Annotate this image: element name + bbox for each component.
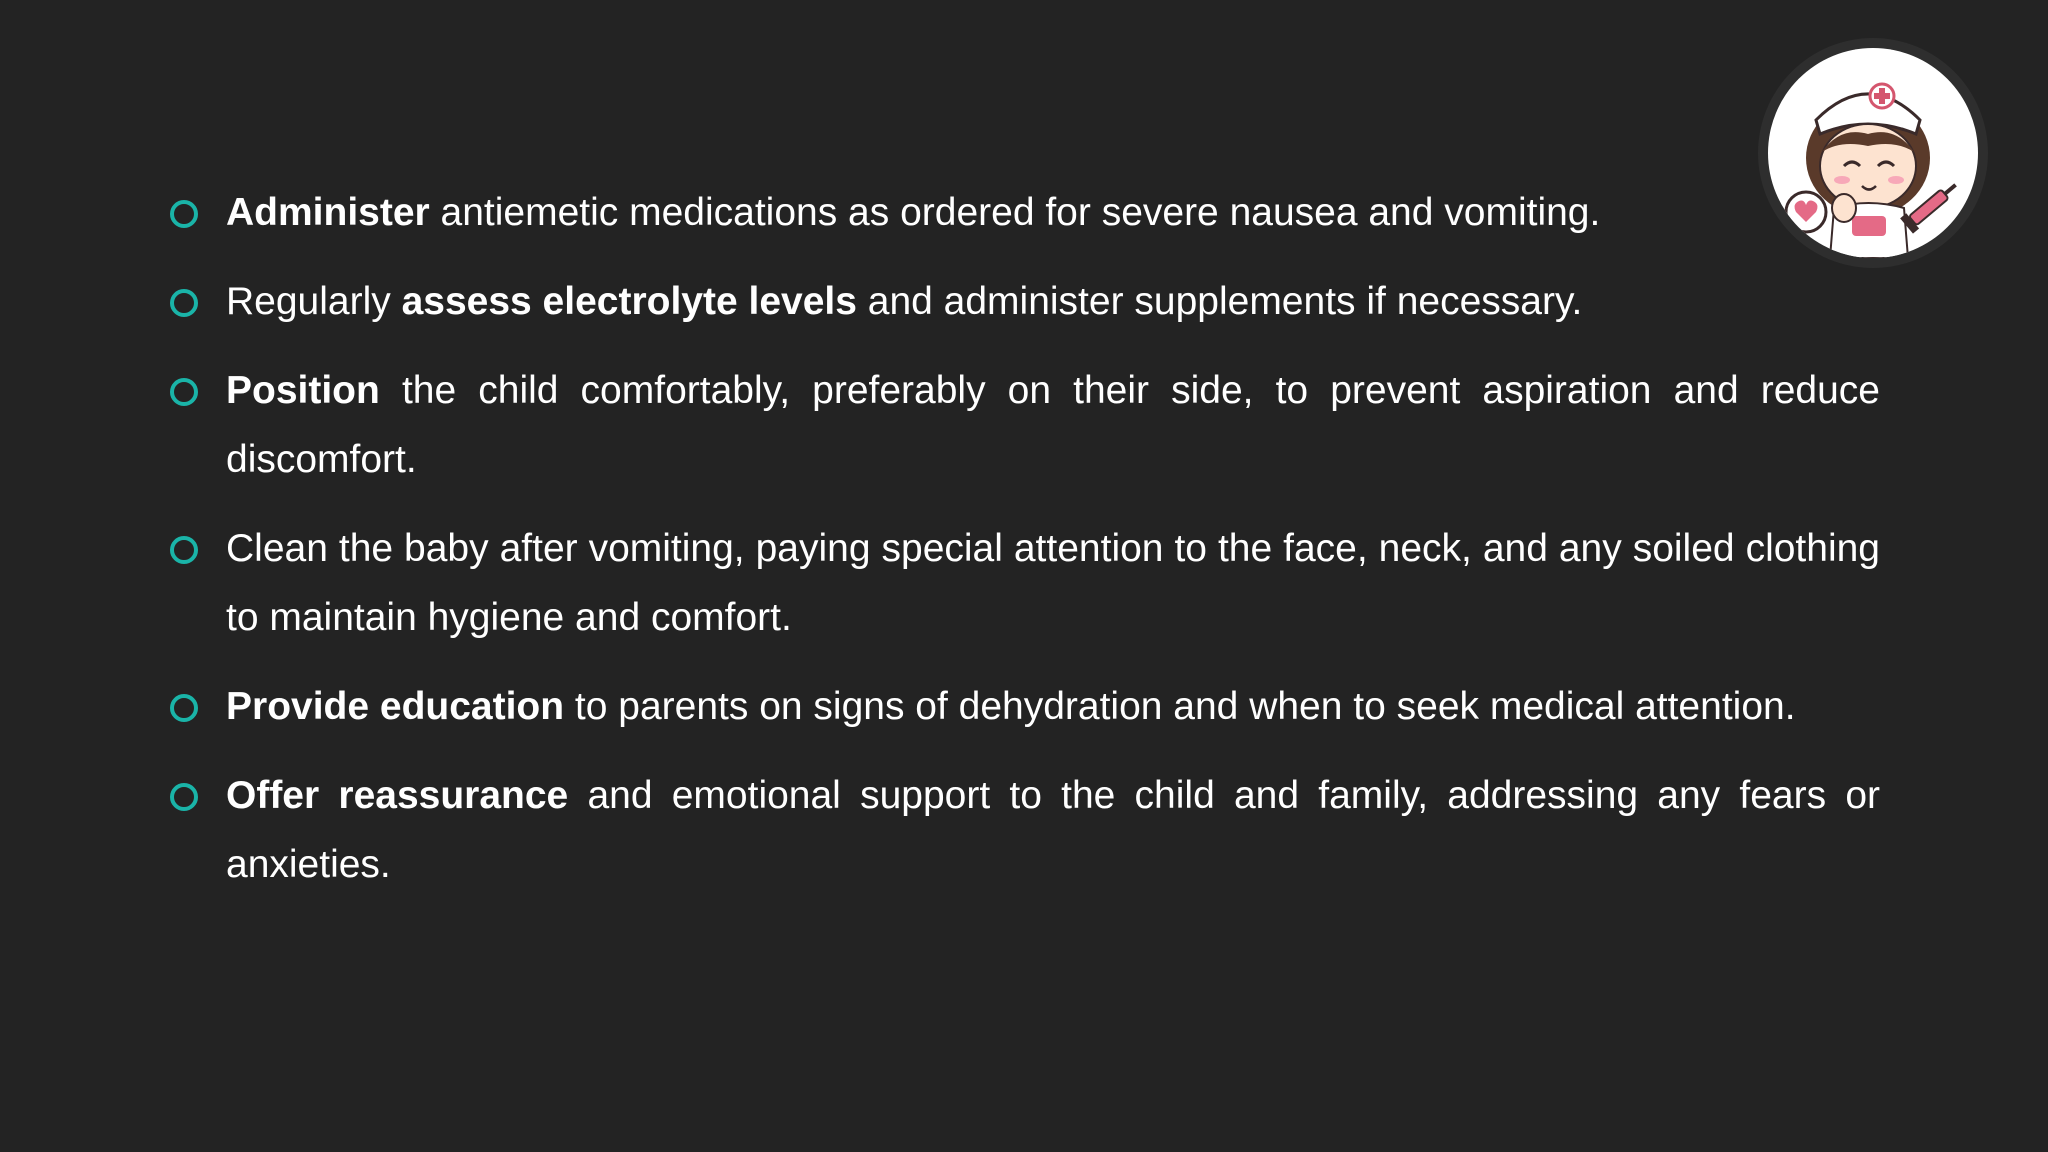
bullet-text: and administer supplements if necessary. [856, 280, 1583, 323]
bullet-position-child [170, 356, 1880, 494]
bullet-bold-phrase: assess electrolyte levels [401, 280, 857, 323]
bullet-bold-lead: Provide education [226, 685, 565, 728]
bullet-text: antiemetic medications as ordered for severe nausea and vomiting. [429, 191, 1601, 234]
bullet-ring-icon [170, 378, 198, 406]
bullet-administer-antiemetics [170, 178, 1880, 247]
bullet-bold-lead: Offer reassurance [226, 774, 569, 817]
bullet-bold-lead: Position [226, 369, 380, 412]
bullet-text: the child comfortably, preferably on their side, to prevent aspiration and reduce discomfort. [226, 369, 1880, 481]
bullet-clean-baby [170, 514, 1880, 652]
bullet-ring-icon [170, 536, 198, 564]
bullet-ring-icon [170, 200, 198, 228]
bullet-text: Clean the baby after vomiting, paying special attention to the face, neck, and any soiled clothing to maintain hygiene and comfort. [226, 527, 1880, 639]
bullet-text: and emotional support to the child and family, addressing any fears or anxieties. [226, 774, 1880, 886]
bullet-assess-electrolytes [170, 267, 1880, 336]
bullet-provide-education [170, 672, 1880, 741]
bullet-ring-icon [170, 694, 198, 722]
bullet-text: to parents on signs of dehydration and when to seek medical attention. [564, 685, 1796, 728]
bullet-bold-lead: Administer [226, 191, 430, 234]
bullet-lead: Regularly [226, 280, 402, 323]
bullet-ring-icon [170, 783, 198, 811]
bullet-ring-icon [170, 289, 198, 317]
care-bullet-list [170, 178, 1880, 919]
bullet-offer-reassurance [170, 761, 1880, 899]
